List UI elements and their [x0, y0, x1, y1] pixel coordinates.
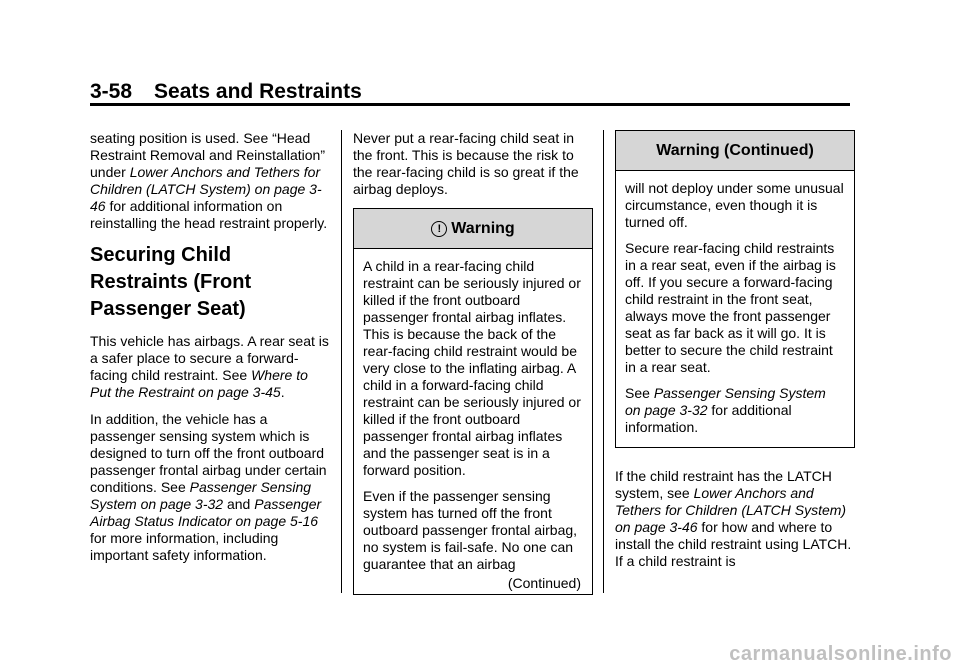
text: for more information, including important safety information.: [90, 530, 279, 563]
header-rule: [90, 103, 850, 106]
text: .: [280, 384, 285, 400]
text: for additional information on reinstalling the head restraint properly.: [90, 198, 328, 231]
paragraph: [90, 333, 330, 401]
cross-reference-link[interactable]: Where to Put the Restraint on page 3-45: [90, 367, 308, 400]
text: for how and where to install the child restraint using LATCH. If a child restraint is: [615, 519, 852, 569]
watermark: carmanualsonline.info: [729, 643, 952, 665]
warning-paragraph: Secure rear-facing child restraints in a rear seat, even if the airbag is off. If you secure a forward-facing child restraint in the front seat, always move the front passenger seat as far back as it will go. It is better to secure the child restraint in a rear seat.: [625, 240, 836, 375]
section-title: Securing Child Restraints (Front Passenger Seat): [90, 244, 252, 320]
column-middle: [353, 130, 593, 595]
page-header: [90, 80, 362, 104]
warning-header: Warning (Continued): [616, 131, 854, 171]
warning-icon: !: [431, 221, 447, 237]
paragraph: [615, 468, 855, 570]
column-left: [90, 130, 330, 574]
continued-label: (Continued): [507, 575, 581, 591]
column-right: [615, 130, 855, 580]
text: If the child restraint has the LATCH system, see: [615, 468, 832, 501]
warning-body: [616, 171, 854, 447]
warning-paragraph: will not deploy under some unusual circumstance, even though it is turned off.: [625, 180, 844, 230]
text: See: [625, 385, 654, 401]
warning-paragraph: [625, 385, 845, 436]
paragraph: [90, 411, 330, 564]
warning-paragraph: Even if the passenger sensing system has turned off the front outboard passenger frontal airbag, no system is fail-safe. No one can guarantee that an airbag: [363, 488, 578, 572]
text: and: [223, 496, 255, 512]
paragraph: Never put a rear-facing child seat in the front. This is because the risk to the rear-facing child is so great if the airbag deploys.: [353, 130, 579, 197]
text: seating position is used. See “Head Restraint Removal and Reinstallation” under: [90, 130, 325, 180]
column-divider: [603, 130, 604, 593]
warning-header: [354, 209, 592, 249]
cross-reference-link[interactable]: Passenger Sensing System on page 3-32: [90, 479, 312, 512]
text: This vehicle has airbags. A rear seat is a safer place to secure a forward-facing child restraint. See: [90, 333, 329, 383]
paragraph: [90, 130, 330, 232]
column-divider: [341, 130, 342, 593]
warning-title: Warning: [451, 220, 515, 237]
warning-paragraph: A child in a rear-facing child restraint can be seriously injured or killed if the front outboard passenger frontal airbag inflates. This is because the back of the rear-facing child restraint would be very close to the inflating airbag. A child in a forward-facing child restraint can be seriously injured or killed if the front outboard passenger frontal airbag inflates and the passenger seat is in a forward position.: [363, 258, 581, 478]
warning-box-continued: [615, 130, 855, 448]
text: In addition, the vehicle has a passenger sensing system which is designed to turn off the front outboard passenger frontal airbag under certain conditions. See: [90, 411, 327, 495]
cross-reference-link[interactable]: Lower Anchors and Tethers for Children (LATCH System) on page 3-46: [615, 485, 847, 535]
text: for additional information.: [625, 402, 792, 435]
page-number: 3-58: [90, 80, 133, 103]
warning-body: [354, 249, 592, 594]
cross-reference-link[interactable]: Lower Anchors and Tethers for Children (LATCH System) on page 3-46: [90, 164, 322, 214]
chapter-title: Seats and Restraints: [154, 80, 362, 103]
cross-reference-link[interactable]: Passenger Airbag Status Indicator on page 5-16: [90, 496, 322, 529]
cross-reference-link[interactable]: Passenger Sensing System on page 3-32: [625, 385, 826, 418]
warning-box: [353, 208, 593, 595]
